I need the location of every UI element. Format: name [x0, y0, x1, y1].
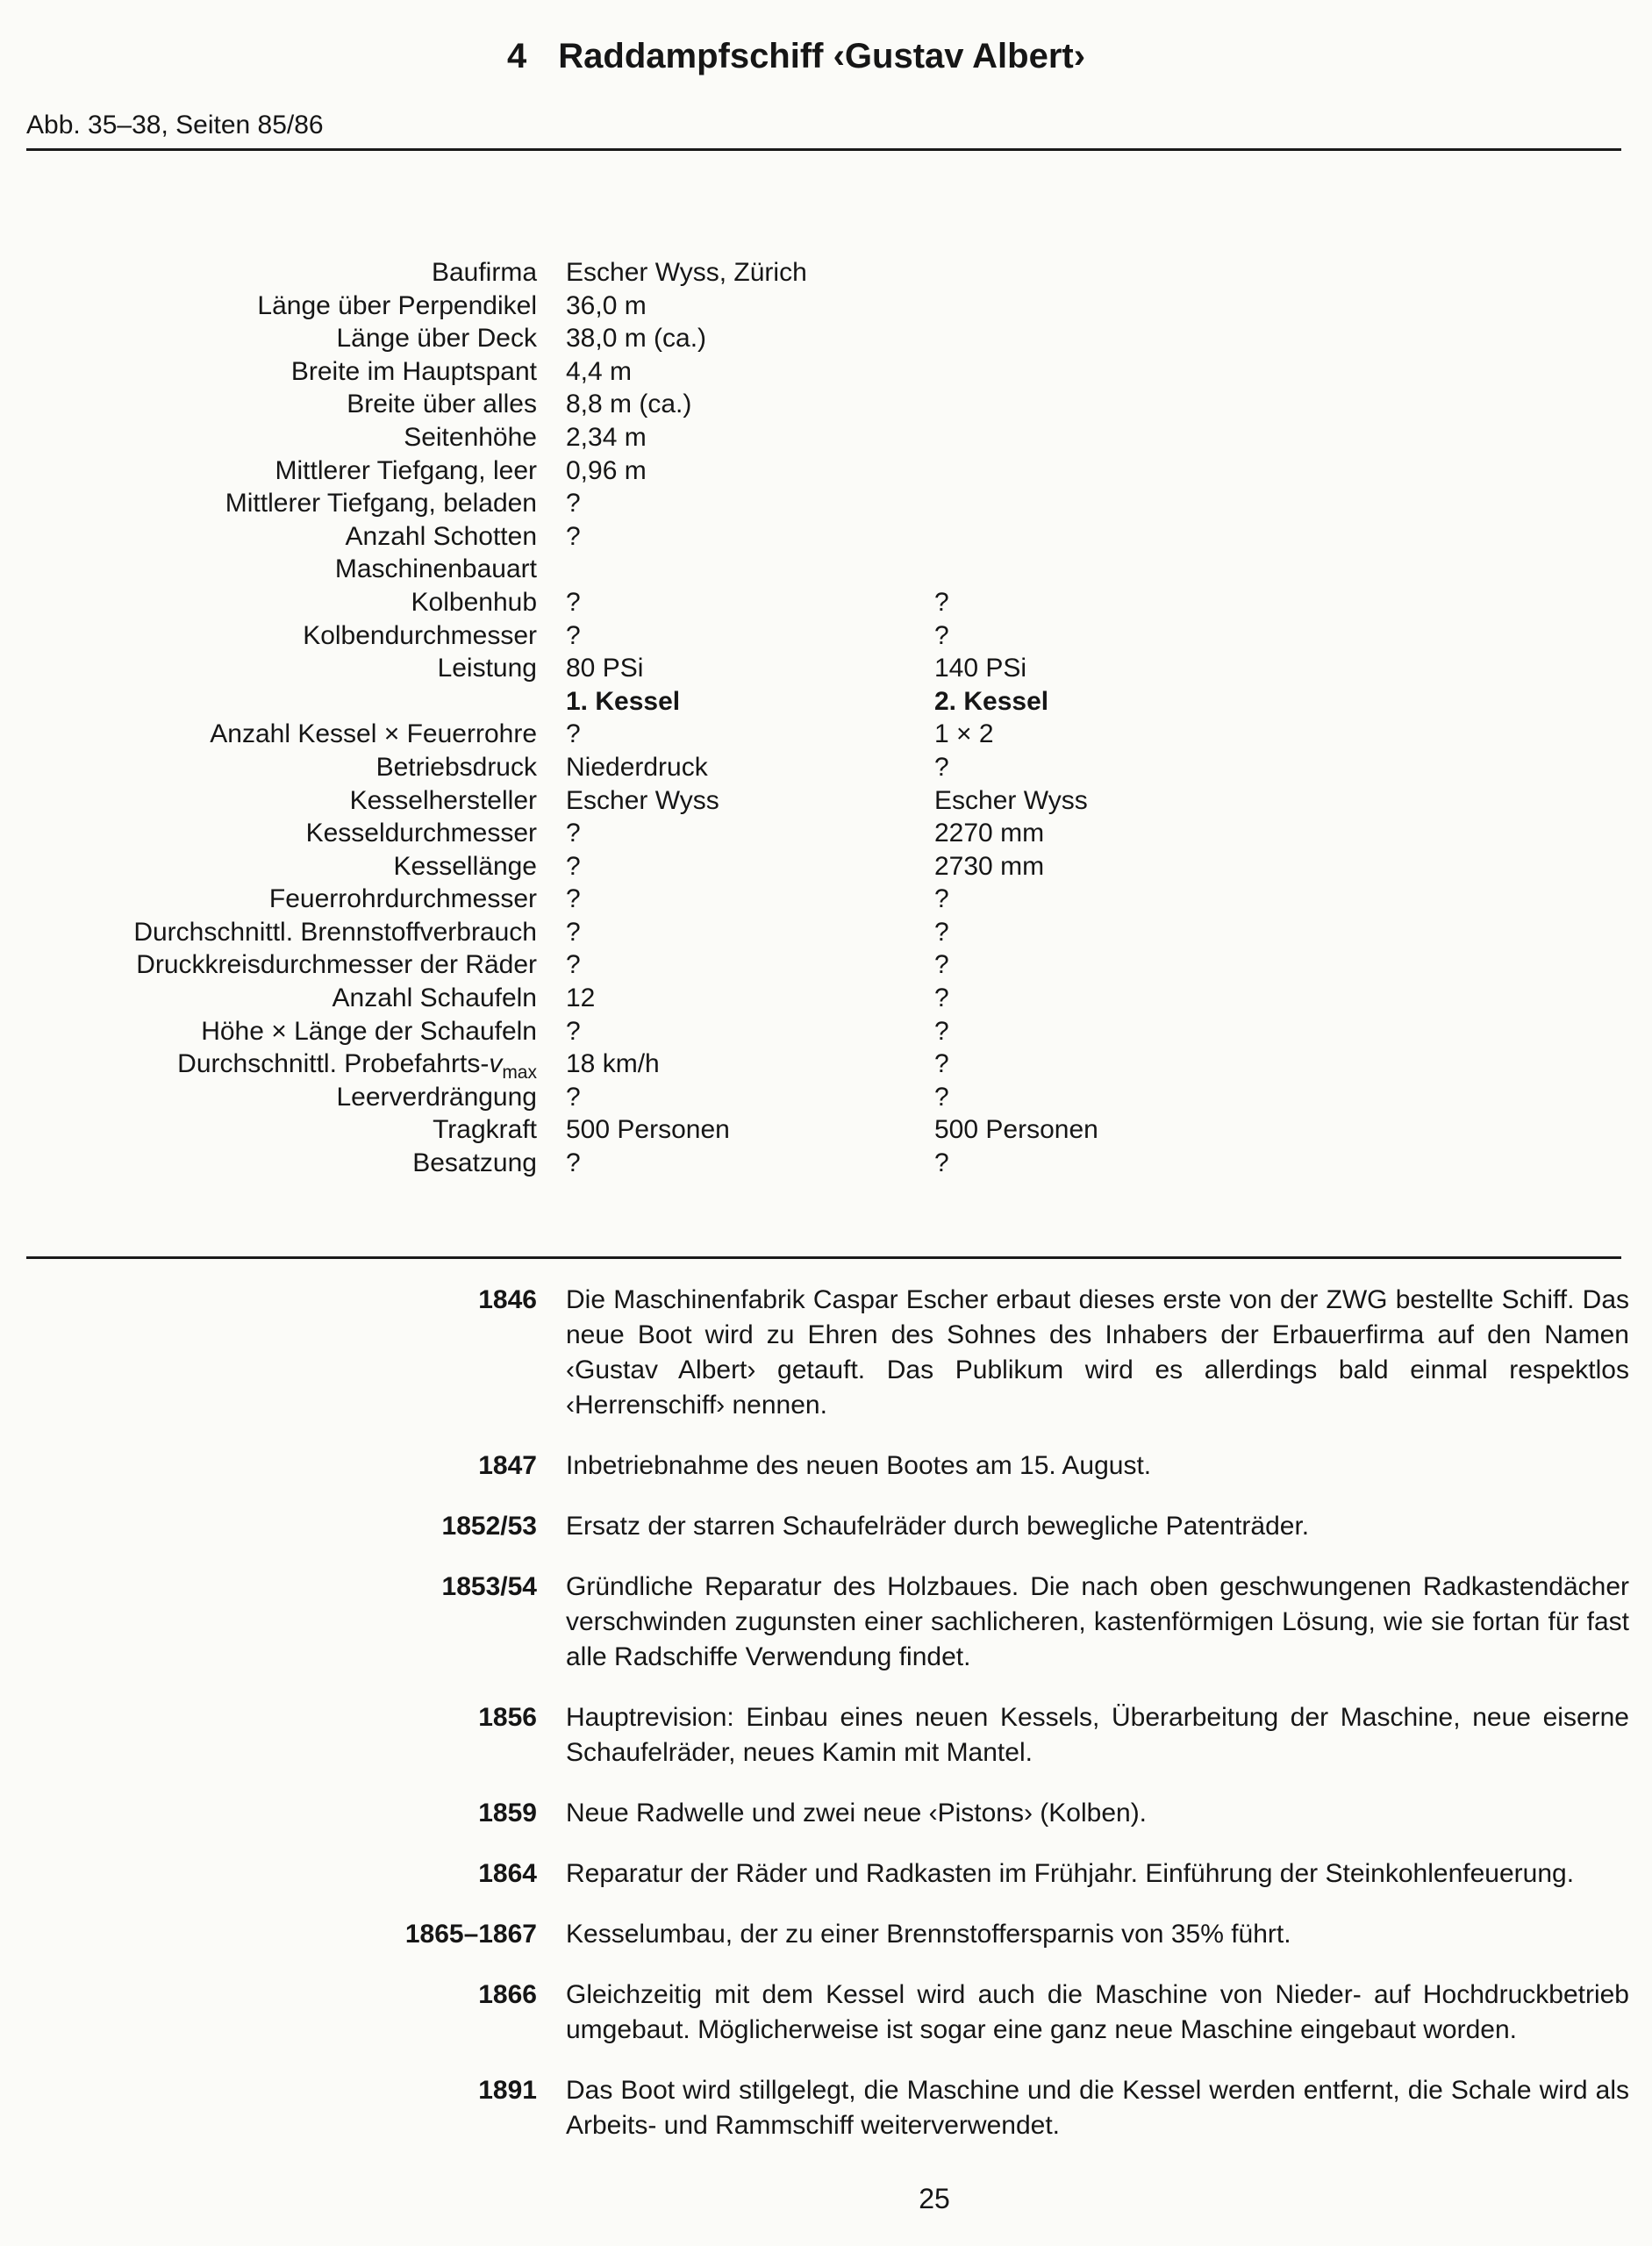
page-title	[507, 37, 1085, 76]
chronology-year: 1853/54	[441, 1572, 537, 1601]
chronology-entry	[26, 1856, 1632, 1892]
spec-value-2	[934, 290, 1632, 323]
spec-value-2: ?	[934, 620, 949, 650]
chapter-number: 4	[507, 37, 527, 75]
spec-value-2	[934, 520, 1632, 554]
spec-value-1: ?	[566, 1148, 581, 1178]
table-row	[26, 1113, 1632, 1147]
chronology-entry	[26, 1796, 1632, 1831]
chronology-text: Gleichzeitig mit dem Kessel wird auch die Maschine von Nieder- auf Hochdruckbetrieb umgebaut. Möglicherweise ist sogar eine ganz neue Maschine eingebaut worden.	[566, 1980, 1629, 2044]
spec-label: Feuerrohrdurchmesser	[268, 884, 537, 914]
spec-value-2: ?	[934, 917, 949, 947]
spec-label: Anzahl Kessel × Feuerrohre	[210, 719, 537, 749]
chronology-entry	[26, 1448, 1632, 1484]
chronology-text: Die Maschinenfabrik Caspar Escher erbaut dieses erste von der ZWG bestellte Schiff. Das neue Boot wird zu Ehren des Sohnes des Inhabers der Erbauerfirma auf den Namen ‹Gustav Albert› getauft. Das Publikum wird es allerdings bald einmal respektlos ‹Herrenschiff› nennen.	[566, 1285, 1629, 1420]
table-row	[26, 355, 1632, 389]
spec-label: Baufirma	[431, 258, 537, 287]
table-row	[26, 1081, 1632, 1114]
spec-label: Kolbenhub	[411, 587, 537, 617]
spec-value-2: ?	[934, 884, 949, 914]
table-row-boiler-headers	[26, 685, 1632, 719]
chronology-entry	[26, 1283, 1632, 1423]
spec-value-2	[934, 388, 1632, 421]
spec-value-2	[934, 322, 1632, 355]
spec-value-1: ?	[566, 950, 581, 980]
figure-reference: Abb. 35–38, Seiten 85/86	[26, 111, 324, 139]
table-row	[26, 454, 1632, 488]
spec-value-1: Escher Wyss, Zürich	[566, 258, 807, 287]
spec-label: Breite über alles	[347, 390, 537, 419]
spec-value-2	[934, 421, 1632, 454]
spec-rows-dimensions	[26, 256, 1632, 553]
chronology-year: 1891	[478, 2076, 537, 2105]
chronology-entry	[26, 1700, 1632, 1770]
spec-label: Druckkreisdurchmesser der Räder	[136, 950, 537, 980]
spec-value-1: 38,0 m (ca.)	[566, 324, 707, 354]
spec-value-2: ?	[934, 1049, 949, 1079]
spec-value-1: ?	[566, 521, 581, 551]
chronology-entry	[26, 1978, 1632, 2048]
table-row	[26, 322, 1632, 355]
spec-value-1: 8,8 m (ca.)	[566, 390, 692, 419]
chronology-year: 1859	[478, 1799, 537, 1828]
spec-value-2: ?	[934, 1082, 949, 1112]
spec-value-2: 500 Personen	[934, 1115, 1098, 1145]
table-row	[26, 850, 1632, 883]
chronology-text: Gründliche Reparatur des Holzbaues. Die nach oben geschwungenen Radkastendächer verschwinden zugunsten einer sachlicheren, kastenförmigen Lösung, wie sie fortan für fast alle Radschiffe Verwendung findet.	[566, 1572, 1629, 1671]
table-row-trial-speed	[26, 1048, 1632, 1084]
spec-value-1: ?	[566, 719, 581, 749]
spec-label: Breite im Hauptspant	[290, 356, 537, 386]
chronology-list	[26, 1283, 1632, 2169]
chronology-text: Hauptrevision: Einbau eines neuen Kessels, Überarbeitung der Maschine, neue eiserne Schaufelräder, neues Kamin mit Mantel.	[566, 1703, 1629, 1767]
bottom-divider-rule	[26, 1256, 1621, 1259]
table-row	[26, 883, 1632, 916]
spec-value-1: 4,4 m	[566, 356, 633, 386]
engine-type-value	[566, 553, 1632, 586]
table-row	[26, 784, 1632, 818]
spec-value-1: 80 PSi	[566, 654, 644, 683]
chronology-year: 1866	[478, 1980, 537, 2009]
spec-label: Länge über Perpendikel	[257, 290, 537, 320]
table-row	[26, 817, 1632, 850]
spec-rows-capacity	[26, 1081, 1632, 1180]
top-divider-rule	[26, 148, 1621, 151]
spec-value-1: Escher Wyss	[566, 785, 719, 815]
table-row-engine-type	[26, 553, 1632, 586]
spec-value-2	[934, 256, 1632, 290]
table-row	[26, 487, 1632, 520]
spec-value-2: ?	[934, 587, 949, 617]
table-row	[26, 256, 1632, 290]
spec-label: Besatzung	[412, 1148, 537, 1178]
spec-value-1: ?	[566, 884, 581, 914]
chronology-text: Ersatz der starren Schaufelräder durch bewegliche Patenträder.	[566, 1512, 1310, 1541]
spec-value-1: ?	[566, 1016, 581, 1046]
chapter-title-text: Raddampfschiff ‹Gustav Albert›	[558, 37, 1086, 75]
chronology-text: Neue Radwelle und zwei neue ‹Pistons› (Kolben).	[566, 1799, 1148, 1828]
spec-value-2: ?	[934, 752, 949, 782]
spec-value-1: ?	[566, 489, 581, 519]
spec-label: Kessellänge	[393, 851, 537, 881]
chronology-entry	[26, 2073, 1632, 2143]
table-row	[26, 1147, 1632, 1180]
spec-label: Mittlerer Tiefgang, leer	[275, 455, 537, 485]
chronology-text: Reparatur der Räder und Radkasten im Frühjahr. Einführung der Steinkohlenfeuerung.	[566, 1859, 1575, 1888]
spec-label: Kolbendurchmesser	[303, 620, 537, 650]
spec-value-2: 2270 mm	[934, 819, 1045, 848]
spec-label-empty	[26, 685, 537, 719]
spec-value-1: 18 km/h	[566, 1049, 660, 1079]
spec-value-2: Escher Wyss	[934, 785, 1088, 815]
spec-value-1: ?	[566, 620, 581, 650]
spec-value-2	[934, 454, 1632, 488]
spec-label: Mittlerer Tiefgang, beladen	[225, 489, 537, 519]
spec-rows-engine	[26, 586, 1632, 685]
spec-value-2: 2730 mm	[934, 851, 1045, 881]
spec-label: Kesselhersteller	[349, 785, 537, 815]
boiler-2-header: 2. Kessel	[934, 686, 1049, 716]
spec-value-2: ?	[934, 950, 949, 980]
spec-rows-boiler	[26, 718, 1632, 1048]
table-row	[26, 619, 1632, 653]
table-row	[26, 982, 1632, 1015]
table-row	[26, 586, 1632, 619]
vmax-label-subscript: max	[502, 1062, 537, 1084]
spec-value-1: ?	[566, 587, 581, 617]
spec-value-2: ?	[934, 1148, 949, 1178]
table-row	[26, 388, 1632, 421]
chronology-text: Das Boot wird stillgelegt, die Maschine und die Kessel werden entfernt, die Schale wird als Arbeits- und Rammschiff weiterverwendet.	[566, 2076, 1629, 2140]
spec-value-1: ?	[566, 1082, 581, 1112]
chronology-year: 1865–1867	[404, 1920, 537, 1949]
boiler-1-header: 1. Kessel	[566, 686, 681, 716]
spec-label: Kesseldurchmesser	[305, 819, 537, 848]
chronology-entries	[26, 1283, 1632, 2143]
table-row	[26, 948, 1632, 982]
spec-value-1: 2,34 m	[566, 422, 647, 452]
page-number: 25	[919, 2183, 950, 2214]
table-row	[26, 1015, 1632, 1048]
chronology-year: 1847	[478, 1451, 537, 1480]
table-row	[26, 520, 1632, 554]
spec-value-2	[934, 487, 1632, 520]
chronology-entry	[26, 1570, 1632, 1675]
vmax-label-v: v	[489, 1049, 503, 1079]
spec-value-1: 36,0 m	[566, 290, 647, 320]
spec-label: Anzahl Schotten	[345, 521, 537, 551]
spec-label: Anzahl Schaufeln	[332, 984, 537, 1013]
chronology-year: 1856	[478, 1703, 537, 1732]
spec-value-2: ?	[934, 1016, 949, 1046]
spec-label: Seitenhöhe	[404, 422, 537, 452]
spec-label: Leistung	[437, 654, 537, 683]
chronology-text: Kesselumbau, der zu einer Brennstoffersparnis von 35% führt.	[566, 1920, 1291, 1949]
specification-table	[26, 256, 1632, 1180]
spec-value-2	[934, 355, 1632, 389]
chronology-year: 1852/53	[441, 1512, 537, 1541]
spec-label: Länge über Deck	[336, 324, 537, 354]
chronology-year: 1846	[478, 1285, 537, 1314]
spec-label: Durchschnittl. Brennstoffverbrauch	[133, 917, 537, 947]
chronology-text: Inbetriebnahme des neuen Bootes am 15. August.	[566, 1451, 1152, 1480]
spec-label: Betriebsdruck	[375, 752, 537, 782]
spec-value-1: 12	[566, 984, 596, 1013]
table-row	[26, 421, 1632, 454]
spec-label: Höhe × Länge der Schaufeln	[201, 1016, 537, 1046]
spec-label: Maschinenbauart	[334, 554, 537, 584]
chronology-entry	[26, 1509, 1632, 1544]
spec-label: Leerverdrängung	[336, 1082, 537, 1112]
chronology-entry	[26, 1917, 1632, 1952]
spec-label: Tragkraft	[433, 1115, 537, 1145]
vmax-label-text: Durchschnittl. Probefahrts-	[177, 1049, 490, 1079]
spec-value-2: 1 × 2	[934, 719, 994, 749]
spec-value-1: 500 Personen	[566, 1115, 730, 1145]
table-row	[26, 718, 1632, 751]
spec-value-1: Niederdruck	[566, 752, 708, 782]
spec-value-1: ?	[566, 851, 581, 881]
spec-label	[26, 1048, 537, 1084]
spec-value-2: ?	[934, 984, 949, 1013]
table-row	[26, 290, 1632, 323]
spec-value-1: 0,96 m	[566, 455, 647, 485]
table-row	[26, 652, 1632, 685]
spec-value-1: ?	[566, 917, 581, 947]
chronology-year: 1864	[478, 1859, 537, 1888]
spec-value-1: ?	[566, 819, 581, 848]
spec-value-2: 140 PSi	[934, 654, 1027, 683]
table-row	[26, 916, 1632, 949]
table-row	[26, 751, 1632, 784]
